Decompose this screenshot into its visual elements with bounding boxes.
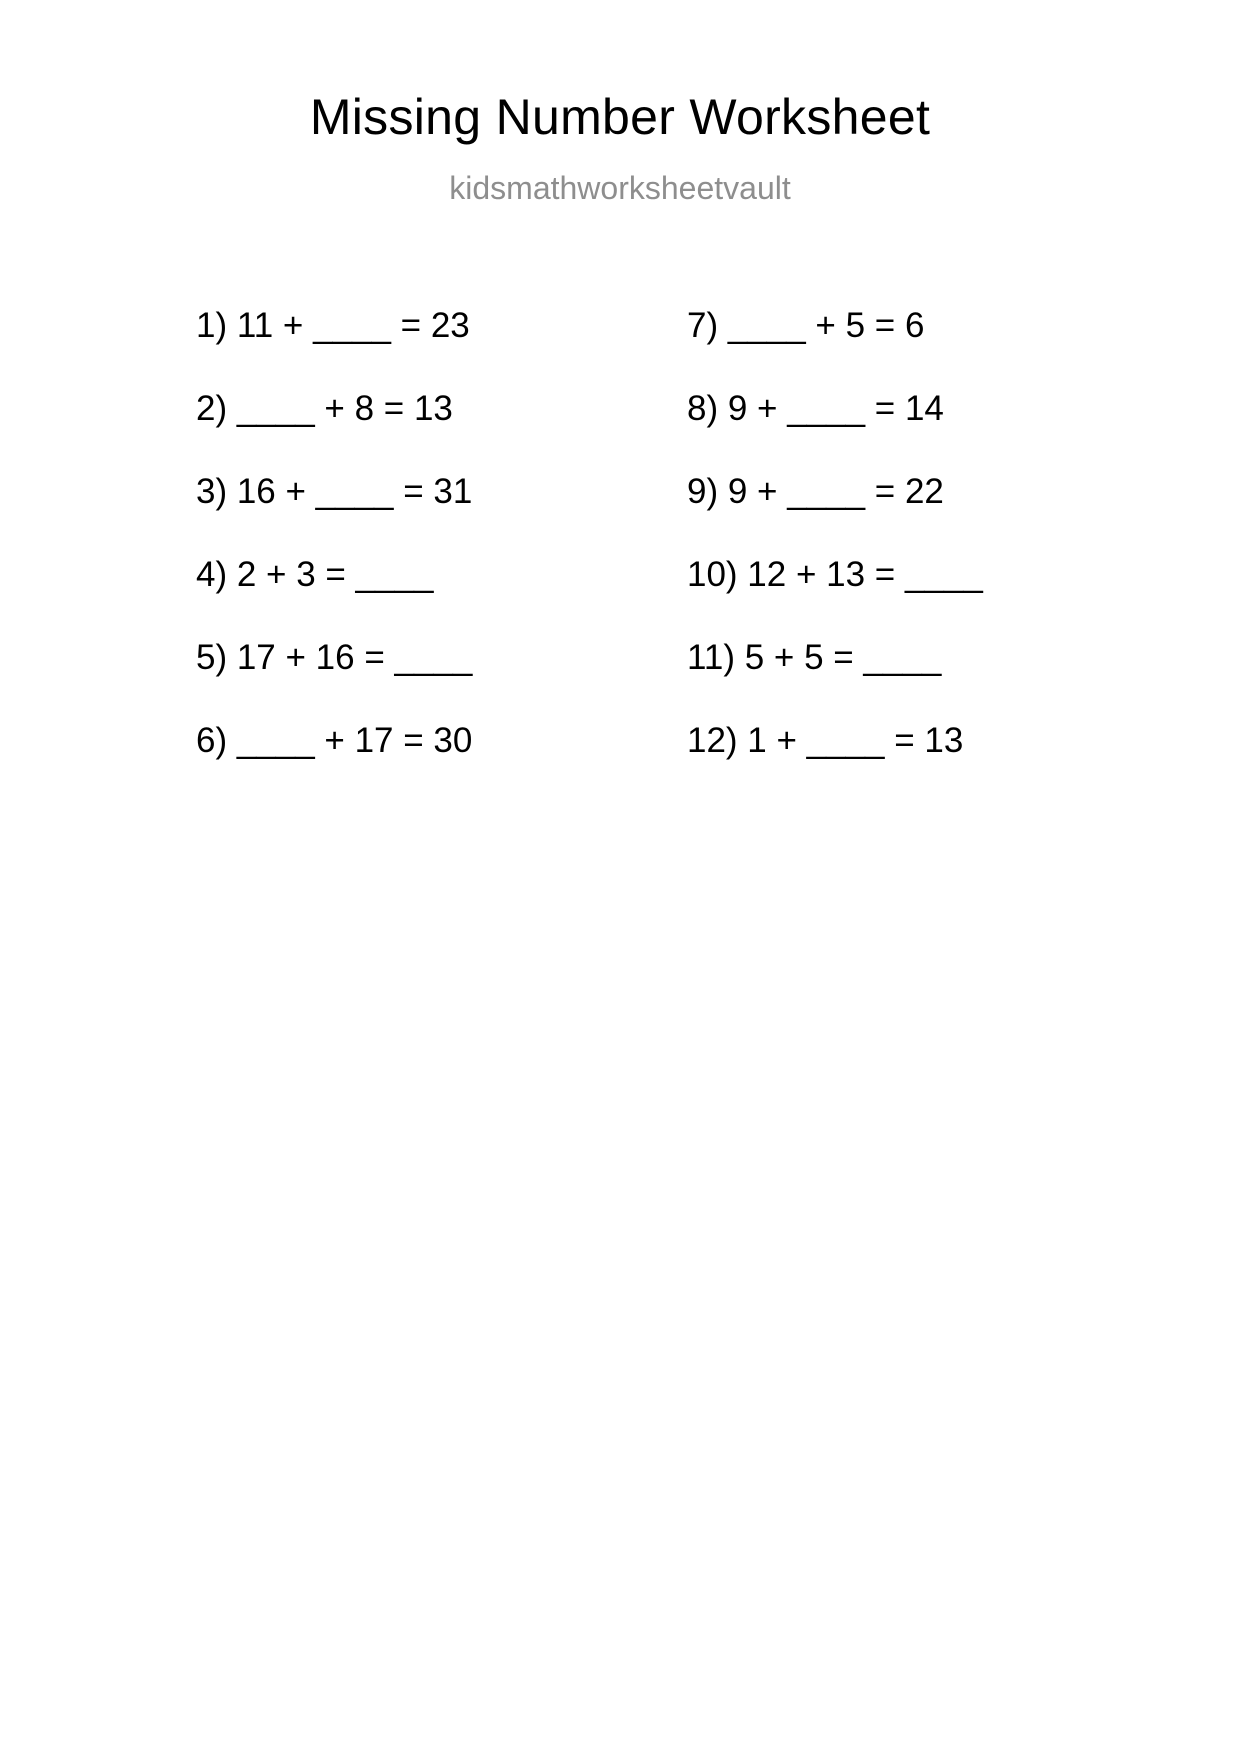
problem-item: 4) 2 + 3 = ____	[196, 555, 434, 595]
problem-item: 1) 11 + ____ = 23	[196, 306, 470, 346]
page-subtitle: kidsmathworksheetvault	[449, 170, 791, 206]
problem-item: 5) 17 + 16 = ____	[196, 638, 473, 678]
page-title: Missing Number Worksheet	[309, 89, 931, 145]
problem-item: 6) ____ + 17 = 30	[196, 721, 473, 761]
problem-list	[0, 284, 1240, 782]
problem-item: 3) 16 + ____ = 31	[196, 472, 473, 512]
problem-item: 9) 9 + ____ = 22	[687, 472, 944, 512]
problem-item: 7) ____ + 5 = 6	[687, 306, 925, 346]
problem-item: 10) 12 + 13 = ____	[687, 555, 983, 595]
problem-column-left	[196, 284, 496, 782]
problem-item: 12) 1 + ____ = 13	[687, 721, 964, 761]
problem-column-right	[687, 284, 1107, 782]
problem-item: 8) 9 + ____ = 14	[687, 389, 944, 429]
problem-item: 2) ____ + 8 = 13	[196, 389, 453, 429]
problem-item: 11) 5 + 5 = ____	[687, 638, 942, 678]
